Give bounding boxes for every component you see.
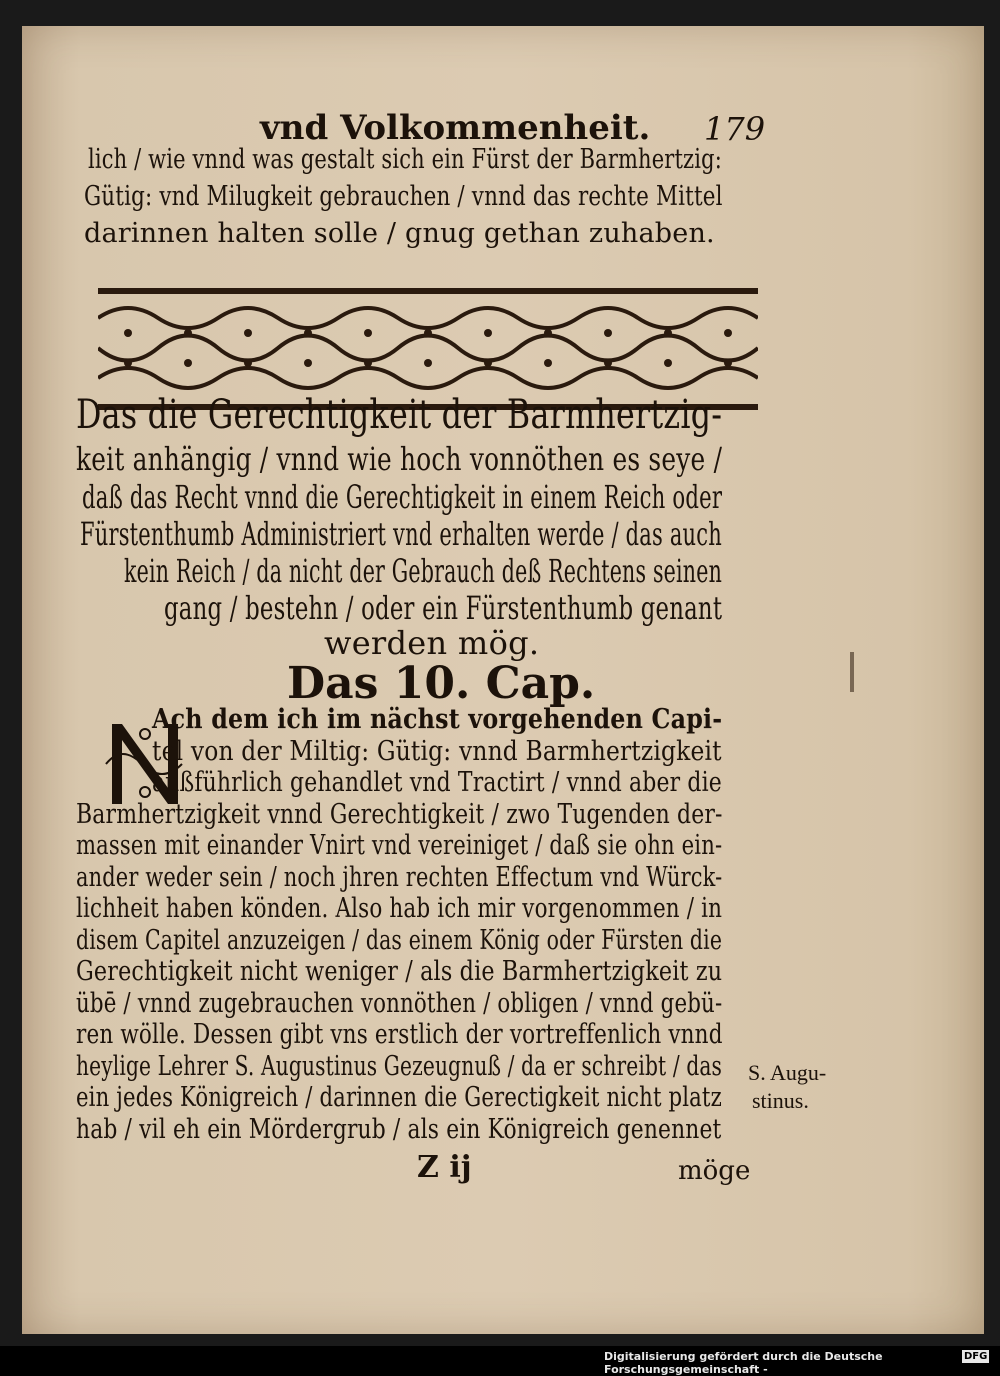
margin-mark (850, 652, 854, 692)
body-line-last: hab / vil eh ein Mördergrub / als ein Königreich genennet (76, 1113, 722, 1145)
catchword: möge (678, 1156, 751, 1186)
heading-line: werden mög. (324, 624, 540, 662)
body-line: tel von der Miltig: Gütig: vnnd Barmhertzigkeit (152, 735, 722, 767)
running-head: vnd Volkommenheit. (260, 108, 651, 148)
body-line: Gerechtigkeit nicht weniger / als die Barmhertzigkeit zu (76, 956, 723, 987)
book-page (22, 26, 984, 1334)
heading-line: gang / bestehn / oder ein Fürstenthumb genant (164, 589, 723, 627)
body-line: lichheit haben könden. Also hab ich mir vorgenommen / in (76, 893, 723, 924)
body-line: Ach dem ich im nächst vorgehenden Capi- (152, 704, 723, 735)
body-line: heylige Lehrer S. Augustinus Gezeugnuß / da er schreibt / das (76, 1050, 723, 1082)
page-number: 179 (704, 110, 766, 148)
body-line: übē / vnnd zugebrauchen vonnöthen / obligen / vnnd gebü- (76, 987, 723, 1019)
body-line: ander weder sein / noch jhren rechten Effectum vnd Würck- (76, 861, 723, 893)
chapter-number: Das 10. Cap. (287, 658, 596, 709)
heading-line: daß das Recht vnnd die Gerechtigkeit in einem Reich oder (82, 478, 723, 516)
heading-line: keit anhängig / vnnd wie hoch vonnöthen es seye / (76, 440, 723, 478)
margin-note-line: stinus. (752, 1088, 809, 1113)
intro-line: Gütig: vnd Milugkeit gebrauchen / vnnd das rechte Mittel (84, 181, 723, 212)
body-line: außführlich gehandlet vnd Tractirt / vnnd aber die (152, 767, 722, 798)
intro-line: lich / wie vnnd was gestalt sich ein Fürst der Barmhertzig: (88, 144, 722, 175)
intro-line: darinnen halten solle / gnug gethan zuhaben. (84, 218, 715, 249)
dfg-logo: DFG (964, 1351, 988, 1362)
body-line: ein jedes Königreich / darinnen die Gerectigkeit nicht platz (76, 1082, 722, 1113)
margin-note-line: S. Augu- (748, 1060, 827, 1085)
body-line: Barmhertzigkeit vnnd Gerechtigkeit / zwo Tugenden der- (76, 798, 723, 830)
body-line: ren wölle. Dessen gibt vns erstlich der vortreffenlich vnnd (76, 1019, 723, 1050)
heading-line: Das die Gerechtigkeit der Barmhertzig- (76, 392, 723, 438)
signature-mark: Z ij (417, 1150, 472, 1185)
heading-line: kein Reich / da nicht der Gebrauch deß Rechtens seinen (124, 552, 722, 590)
heading-line: Fürstenthumb Administriert vnd erhalten werde / das auch (80, 515, 722, 553)
body-line: disem Capitel anzuzeigen / das einem König oder Fürsten die (76, 924, 723, 956)
digitization-credit: Digitalisierung gefördert durch die Deutsche Forschungsgemeinschaft - (604, 1350, 883, 1376)
body-line: massen mit einander Vnirt vnd vereiniget / daß sie ohn ein- (76, 830, 723, 861)
